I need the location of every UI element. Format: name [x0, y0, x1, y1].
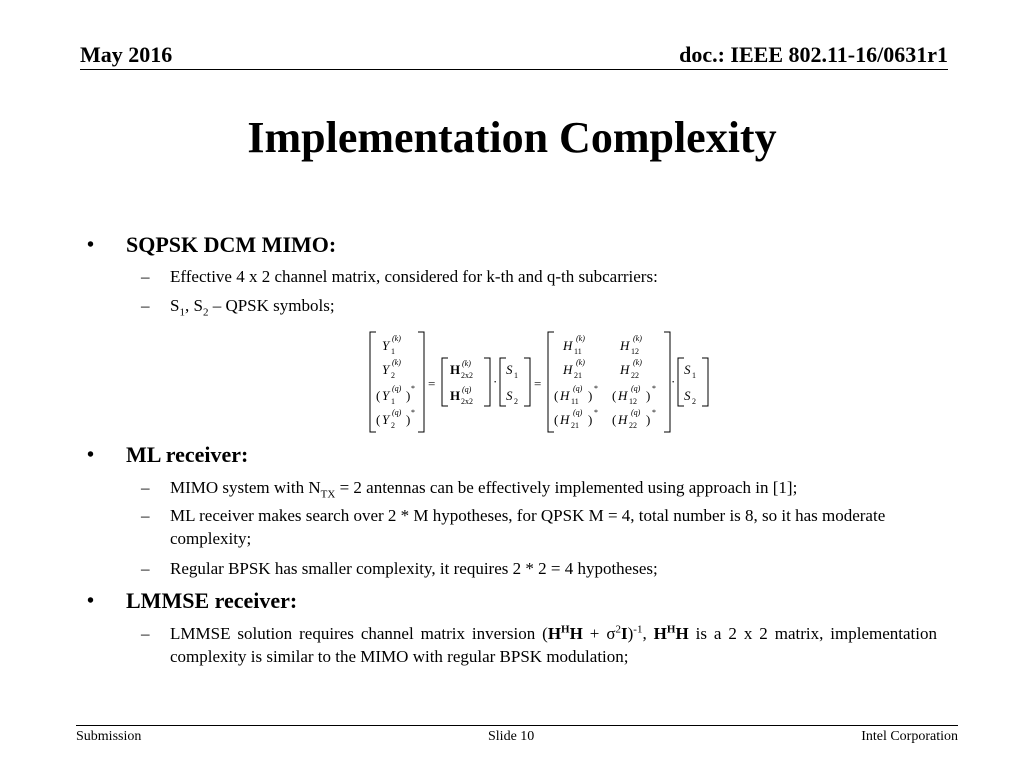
channel-matrix-equation: [368, 330, 678, 436]
svg-text:*: *: [411, 408, 415, 417]
svg-text:): ): [646, 412, 651, 427]
svg-text:H: H: [560, 412, 570, 427]
footer-rule: [76, 725, 958, 726]
svg-text:(k): (k): [392, 358, 401, 367]
svg-text:1: 1: [391, 347, 395, 356]
svg-text:12: 12: [631, 347, 639, 356]
svg-text:(q): (q): [631, 384, 641, 393]
svg-text:1: 1: [692, 371, 696, 380]
svg-text:S: S: [506, 362, 513, 377]
bullet-heading: SQPSK DCM MIMO:: [126, 232, 337, 257]
svg-text:22: 22: [631, 371, 639, 380]
svg-text:Y: Y: [382, 362, 390, 377]
sub-item-text: ML receiver makes search over 2 * M hypotheses, for QPSK M = 4, total number is 8, so it has moderate complexity;: [170, 506, 886, 548]
sub-item-text: Regular BPSK has smaller complexity, it requires 2 * 2 = 4 hypotheses;: [170, 559, 658, 578]
svg-text:(q): (q): [462, 385, 472, 394]
svg-text:H: H: [620, 338, 630, 353]
svg-text:(k): (k): [633, 334, 642, 343]
svg-text:·: ·: [493, 374, 498, 389]
bullet-dot: •: [87, 444, 95, 466]
dash-marker: –: [141, 296, 150, 315]
bullet-heading: ML receiver:: [126, 442, 249, 467]
sub-item-text: Effective 4 x 2 channel matrix, considered for k-th and q-th subcarriers:: [170, 267, 658, 286]
svg-text:*: *: [411, 384, 415, 393]
svg-text:2: 2: [514, 397, 518, 406]
bullet-heading: LMMSE receiver:: [126, 588, 298, 613]
bullet-dot: •: [87, 590, 95, 612]
svg-text:(: (: [554, 388, 559, 403]
svg-text:(: (: [612, 388, 617, 403]
symbol-vector: [676, 356, 712, 408]
svg-text:2: 2: [692, 397, 696, 406]
svg-text:H: H: [560, 388, 570, 403]
svg-text:Y: Y: [382, 388, 390, 403]
svg-text:H: H: [620, 362, 630, 377]
svg-text:(q): (q): [631, 408, 641, 417]
slide-title: Implementation Complexity: [247, 113, 777, 162]
svg-text:(q): (q): [573, 384, 583, 393]
svg-text:(: (: [554, 412, 559, 427]
svg-text:): ): [406, 388, 411, 403]
dash-marker: –: [141, 559, 150, 578]
dash-marker: –: [141, 267, 150, 286]
svg-text:(q): (q): [392, 408, 402, 417]
svg-text:H: H: [618, 412, 628, 427]
svg-text:2: 2: [391, 371, 395, 380]
svg-text:(q): (q): [392, 384, 402, 393]
svg-text:S: S: [684, 388, 691, 403]
svg-text:1: 1: [514, 371, 518, 380]
svg-text:(: (: [376, 388, 381, 403]
footer-company: Intel Corporation: [861, 729, 958, 744]
svg-text:*: *: [594, 408, 598, 417]
svg-text:H: H: [450, 388, 461, 403]
svg-text:(k): (k): [576, 358, 585, 367]
svg-text:S: S: [506, 388, 513, 403]
footer-slide-number: Slide 10: [488, 729, 535, 744]
svg-text:1: 1: [391, 397, 395, 406]
svg-text:*: *: [594, 384, 598, 393]
bullet-dot: •: [87, 234, 95, 256]
svg-text:): ): [588, 388, 593, 403]
header-doc-id: doc.: IEEE 802.11-16/0631r1: [679, 42, 948, 67]
dash-marker: –: [141, 506, 150, 525]
svg-text:·: ·: [671, 374, 676, 389]
svg-text:2: 2: [391, 421, 395, 430]
svg-text:(q): (q): [573, 408, 583, 417]
svg-text:2x2: 2x2: [461, 371, 473, 380]
svg-text:=: =: [428, 376, 436, 391]
svg-text:12: 12: [629, 397, 637, 406]
svg-text:H: H: [563, 362, 573, 377]
svg-text:H: H: [618, 388, 628, 403]
svg-text:*: *: [652, 408, 656, 417]
svg-text:(k): (k): [576, 334, 585, 343]
svg-text:): ): [588, 412, 593, 427]
svg-text:11: 11: [574, 347, 582, 356]
svg-text:21: 21: [574, 371, 582, 380]
svg-text:(: (: [612, 412, 617, 427]
svg-text:2x2: 2x2: [461, 397, 473, 406]
svg-text:22: 22: [629, 421, 637, 430]
svg-text:=: =: [534, 376, 542, 391]
svg-text:H: H: [563, 338, 573, 353]
svg-text:21: 21: [571, 421, 579, 430]
header-date: May 2016: [80, 42, 173, 67]
dash-marker: –: [141, 624, 150, 643]
svg-text:(k): (k): [462, 359, 471, 368]
footer-submission: Submission: [76, 729, 142, 744]
svg-text:): ): [646, 388, 651, 403]
svg-text:Y: Y: [382, 338, 390, 353]
svg-text:(k): (k): [633, 358, 642, 367]
svg-text:H: H: [450, 362, 461, 377]
svg-text:11: 11: [571, 397, 579, 406]
svg-text:S: S: [684, 362, 691, 377]
svg-text:(: (: [376, 412, 381, 427]
sub-item-text: MIMO system with $N_{TX} = 2$ antennas can be effectively implemented using approach in [1];: [170, 478, 798, 501]
sub-item-text: $S_1$, $S_2$ – QPSK symbols;: [170, 296, 335, 319]
sub-item-text: LMMSE solution requires channel matrix inversion $(H^HH + \sigma^2I)^{-1}$, $H^HH$ is a 2 x 2 matrix, implementation complexity is similar to the MIMO with regular BPSK modulation;: [170, 623, 937, 666]
header-rule: [80, 69, 948, 70]
dash-marker: –: [141, 478, 150, 497]
svg-text:*: *: [652, 384, 656, 393]
svg-text:(k): (k): [392, 334, 401, 343]
svg-text:Y: Y: [382, 412, 390, 427]
svg-text:): ): [406, 412, 411, 427]
